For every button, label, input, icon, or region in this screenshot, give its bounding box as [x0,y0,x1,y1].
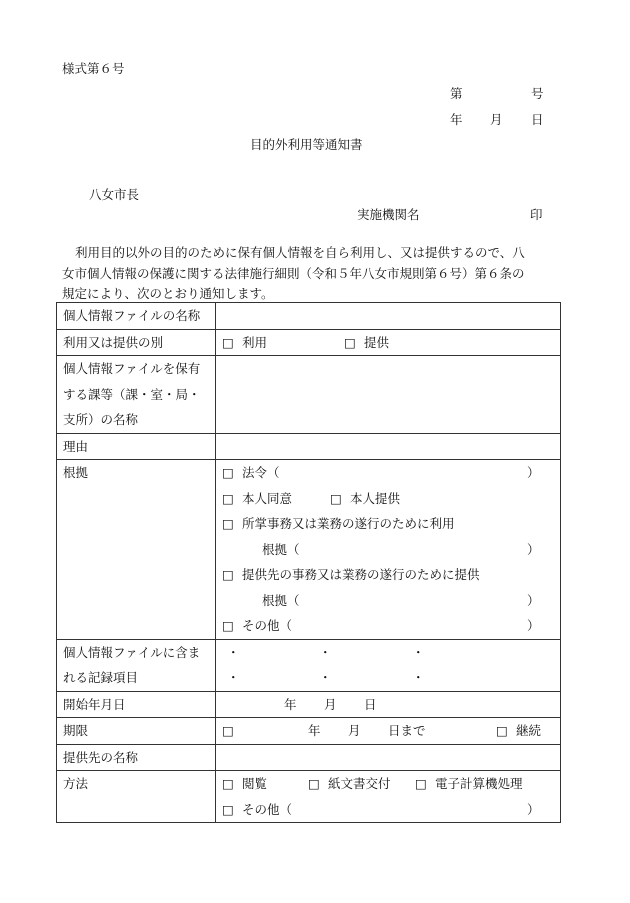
checkbox-computer[interactable]: □ [415,776,427,791]
label-period: 期限 [57,718,216,745]
method-paper-label: 紙文書交付 [328,776,391,791]
start-month: 月 [324,696,337,712]
intro-line: 利用目的以外の目的のために保有個人情報を自ら利用し、又は提供するので、八 [75,245,525,260]
checkbox-view[interactable]: □ [222,776,234,791]
document-title: 目的外利用等通知書 [250,137,363,152]
period-until: 日まで [388,723,426,738]
bullet: ・ [412,644,425,660]
basis-own-affairs-label: 所掌事務又は業務の遂行のために利用 [242,516,455,531]
field-reason[interactable] [216,433,561,460]
row-record-items [57,639,561,691]
bullet: ・ [319,644,332,660]
label-reason: 理由 [57,433,216,460]
seal-mark: 印 [530,207,543,222]
label-recipient: 提供先の名称 [57,744,216,771]
row-reason [57,433,561,460]
start-day: 日 [364,696,377,712]
row-use-or-provide [57,329,561,356]
field-record-items[interactable] [216,639,561,691]
date-month: 月 [490,112,503,127]
field-basis [216,460,561,640]
doc-number-go: 号 [531,86,544,101]
option-provide-label: 提供 [364,334,390,350]
checkbox-provide[interactable]: □ [344,334,356,350]
paren-close: ） [527,618,540,633]
basis-consent-label: 本人同意 [242,490,293,506]
form-number: 様式第６号 [62,61,125,76]
checkbox-law[interactable]: □ [222,465,234,480]
sub-basis-label: 根拠（ [262,592,300,608]
checkbox-period-until[interactable]: □ [222,723,234,738]
field-file-name[interactable] [216,303,561,330]
checkbox-self-provide[interactable]: □ [330,490,342,506]
checkbox-continue[interactable]: □ [496,723,508,738]
period-month: 月 [348,723,361,738]
row-basis [57,460,561,640]
checkbox-consent[interactable]: □ [222,490,234,506]
basis-recipient-affairs-label: 提供先の事務又は業務の遂行のために提供 [242,567,480,582]
label-use-or-provide: 利用又は提供の別 [57,329,216,356]
bullet: ・ [227,670,240,685]
label-start-date: 開始年月日 [57,691,216,718]
method-other-label: その他（ [242,801,293,817]
issuer-label: 実施機関名 [357,207,420,222]
paren-close: ） [527,465,540,480]
field-department[interactable] [216,356,561,434]
row-recipient [57,744,561,771]
method-computer-label: 電子計算機処理 [435,776,523,791]
field-use-or-provide [216,329,561,356]
label-department: 個人情報ファイルを保有 する課等（課・室・局・ 支所）の名称 [57,356,216,434]
row-department [57,356,561,434]
label-method: 方法 [57,771,216,823]
field-period [216,718,561,745]
start-year: 年 [284,696,297,712]
field-recipient[interactable] [216,744,561,771]
paren-close: ） [527,801,540,817]
intro-line: 女市個人情報の保護に関する法律施行細則（令和５年八女市規則第６号）第６条の [62,265,525,281]
basis-self-provide-label: 本人提供 [350,490,401,506]
row-start-date [57,691,561,718]
bullet: ・ [227,644,240,660]
period-year: 年 [308,723,321,738]
row-method [57,771,561,823]
method-view-label: 閲覧 [242,776,268,791]
checkbox-own-affairs[interactable]: □ [222,516,234,531]
paren-close: ） [527,541,540,557]
bullet: ・ [319,670,332,685]
checkbox-basis-other[interactable]: □ [222,618,234,633]
intro-line: 規定により、次のとおり通知します。 [62,286,274,301]
checkbox-method-other[interactable]: □ [222,801,234,817]
basis-other-label: その他（ [242,618,293,633]
checkbox-use[interactable]: □ [222,334,234,350]
row-file-name [57,303,561,330]
paren-close: ） [527,592,540,608]
checkbox-paper[interactable]: □ [308,776,320,791]
period-continue-label: 継続 [516,723,542,738]
label-record-items: 個人情報ファイルに含ま れる記録項目 [57,639,216,691]
date-day: 日 [531,112,544,127]
field-method [216,771,561,823]
doc-number-dai: 第 [450,86,463,101]
bullet: ・ [412,670,425,685]
label-basis: 根拠 [57,460,216,640]
sub-basis-label: 根拠（ [262,541,300,557]
row-period [57,718,561,745]
intro-paragraph [62,243,562,305]
notification-form-table [56,302,561,823]
date-year: 年 [450,112,463,127]
label-file-name: 個人情報ファイルの名称 [57,303,216,330]
field-start-date[interactable] [216,691,561,718]
option-use-label: 利用 [242,334,268,350]
addressee: 八女市長 [89,187,140,202]
checkbox-recipient-affairs[interactable]: □ [222,567,234,582]
basis-law-label: 法令（ [242,465,280,480]
